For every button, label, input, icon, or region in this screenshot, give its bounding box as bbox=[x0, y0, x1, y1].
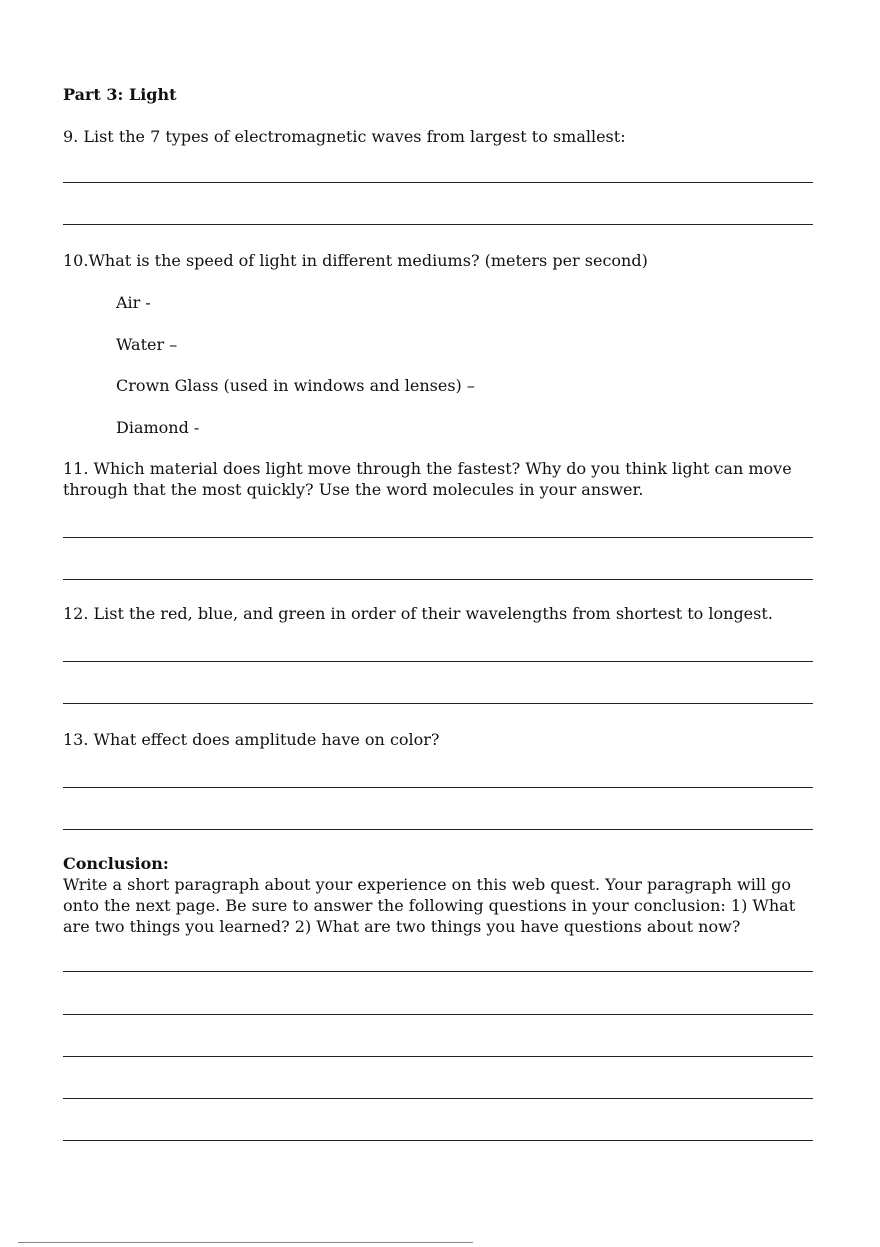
answer-line-q11-1[interactable] bbox=[63, 537, 813, 538]
section-title: Part 3: Light bbox=[63, 85, 177, 104]
answer-line-q11-2[interactable] bbox=[63, 579, 813, 580]
question-13: 13. What effect does amplitude have on color? bbox=[63, 730, 440, 749]
conclusion-line-2[interactable] bbox=[63, 1014, 813, 1015]
answer-line-q12-1[interactable] bbox=[63, 661, 813, 662]
medium-diamond: Diamond - bbox=[116, 418, 200, 437]
answer-line-q13-1[interactable] bbox=[63, 787, 813, 788]
conclusion-line-4[interactable] bbox=[63, 1098, 813, 1099]
answer-line-q13-2[interactable] bbox=[63, 829, 813, 830]
answer-line-q9-1[interactable] bbox=[63, 182, 813, 183]
answer-line-q9-2[interactable] bbox=[63, 224, 813, 225]
answer-line-q12-2[interactable] bbox=[63, 703, 813, 704]
conclusion-line-5[interactable] bbox=[63, 1140, 813, 1141]
question-10: 10.What is the speed of light in different mediums? (meters per second) bbox=[63, 251, 648, 270]
conclusion-line-1[interactable] bbox=[63, 971, 813, 972]
conclusion-instructions: Write a short paragraph about your experience on this web quest. Your paragraph will go onto the next page. Be sure to answer the following questions in your conclusion: 1) What are two things you learned? 2) What are two things you have questions about now? bbox=[63, 875, 796, 936]
question-11: 11. Which material does light move through the fastest? Why do you think light can move through that the most quickly? Use the word molecules in your answer. bbox=[63, 459, 792, 499]
conclusion-line-3[interactable] bbox=[63, 1056, 813, 1057]
question-9: 9. List the 7 types of electromagnetic waves from largest to smallest: bbox=[63, 127, 626, 146]
question-12: 12. List the red, blue, and green in order of their wavelengths from shortest to longest. bbox=[63, 604, 773, 623]
medium-air: Air - bbox=[116, 293, 151, 312]
footer-divider bbox=[18, 1242, 473, 1243]
medium-water: Water – bbox=[116, 335, 178, 354]
conclusion-heading: Conclusion: bbox=[63, 854, 169, 873]
medium-crown-glass: Crown Glass (used in windows and lenses) – bbox=[116, 376, 475, 395]
